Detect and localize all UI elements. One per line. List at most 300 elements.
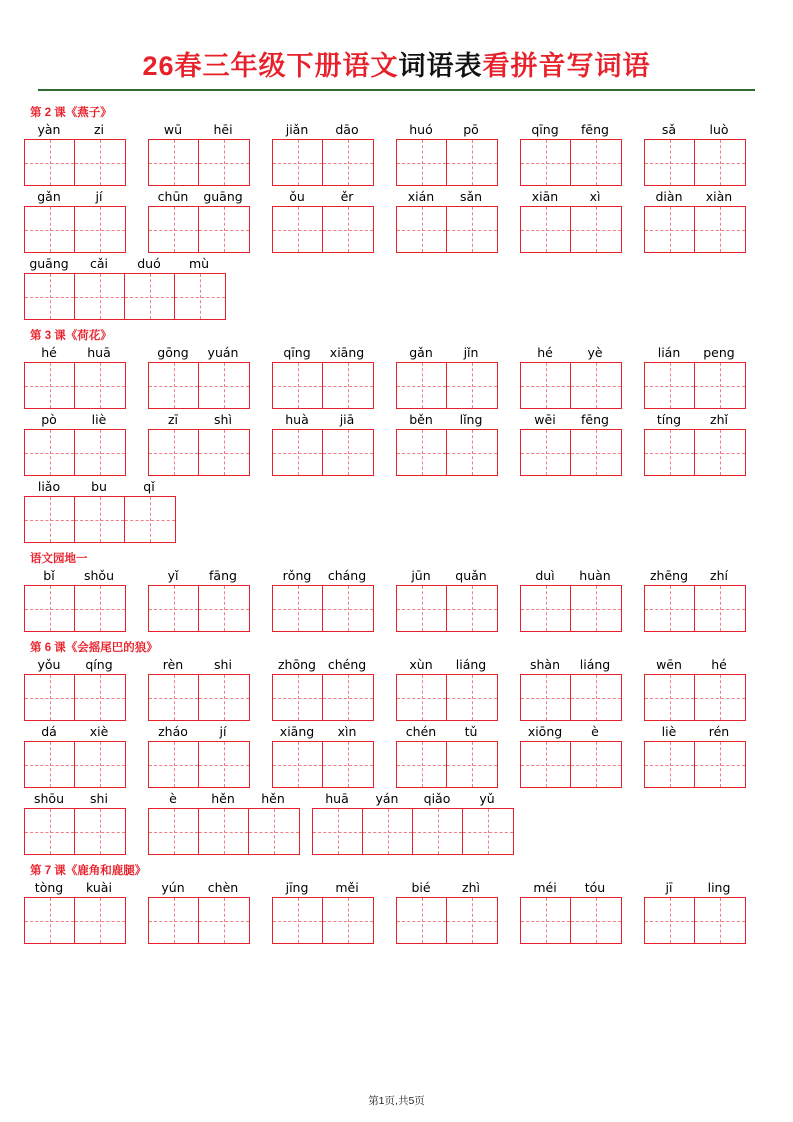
writing-grid[interactable] xyxy=(644,674,746,721)
writing-cell[interactable] xyxy=(149,430,199,475)
word-entry xyxy=(396,568,496,632)
pinyin-label xyxy=(148,880,248,897)
writing-cell[interactable] xyxy=(149,742,199,787)
writing-cell[interactable] xyxy=(149,207,199,252)
pinyin-syllable: zháo xyxy=(158,724,188,739)
writing-cell[interactable] xyxy=(397,207,447,252)
pinyin-label xyxy=(520,724,620,741)
pinyin-label xyxy=(644,657,744,674)
pinyin-syllable: sǎn xyxy=(459,189,483,204)
writing-cell[interactable] xyxy=(149,675,199,720)
writing-grid[interactable] xyxy=(272,429,374,476)
pinyin-syllable: xián xyxy=(407,189,435,204)
pinyin-syllable: quǎn xyxy=(455,568,487,583)
writing-cell[interactable] xyxy=(571,742,621,787)
writing-cell[interactable] xyxy=(645,898,695,943)
pinyin-syllable: chéng xyxy=(327,657,367,672)
writing-cell[interactable] xyxy=(521,430,571,475)
pinyin-syllable: bié xyxy=(411,880,431,895)
writing-cell[interactable] xyxy=(25,430,75,475)
writing-grid[interactable] xyxy=(24,206,126,253)
pinyin-syllable: pò xyxy=(41,412,57,427)
writing-cell[interactable] xyxy=(25,497,75,542)
writing-cell[interactable] xyxy=(521,898,571,943)
pinyin-syllable: duì xyxy=(535,568,555,583)
writing-cell[interactable] xyxy=(273,898,323,943)
writing-grid[interactable] xyxy=(24,585,126,632)
writing-cell[interactable] xyxy=(273,140,323,185)
writing-cell[interactable] xyxy=(25,675,75,720)
word-entry xyxy=(24,412,124,476)
writing-cell[interactable] xyxy=(397,140,447,185)
pinyin-syllable: tǔ xyxy=(464,724,478,739)
writing-cell[interactable] xyxy=(75,363,125,408)
writing-cell[interactable] xyxy=(25,274,75,319)
writing-grid[interactable] xyxy=(644,362,746,409)
pinyin-syllable: zhí xyxy=(710,568,728,583)
writing-cell[interactable] xyxy=(199,430,249,475)
word-entry xyxy=(24,880,124,944)
pinyin-syllable: xiàn xyxy=(705,189,733,204)
writing-grid[interactable] xyxy=(272,139,374,186)
writing-cell[interactable] xyxy=(323,586,373,631)
writing-grid[interactable] xyxy=(148,897,250,944)
pinyin-syllable: jiǎn xyxy=(285,122,309,137)
writing-cell[interactable] xyxy=(199,675,249,720)
pinyin-syllable: ěr xyxy=(340,189,354,204)
writing-cell[interactable] xyxy=(571,207,621,252)
word-entry xyxy=(272,412,372,476)
writing-grid[interactable] xyxy=(644,206,746,253)
pinyin-syllable: fēng xyxy=(581,412,609,427)
writing-grid[interactable] xyxy=(148,362,250,409)
pinyin-label xyxy=(396,122,496,139)
pinyin-syllable: lǐng xyxy=(459,412,483,427)
writing-cell[interactable] xyxy=(323,742,373,787)
pinyin-label xyxy=(24,345,124,362)
word-entry xyxy=(148,345,248,409)
writing-cell[interactable] xyxy=(313,809,363,854)
writing-cell[interactable] xyxy=(695,586,745,631)
word-row xyxy=(24,568,769,632)
pinyin-syllable: jiā xyxy=(339,412,355,427)
writing-cell[interactable] xyxy=(199,586,249,631)
word-entry xyxy=(148,122,248,186)
word-entry xyxy=(644,345,744,409)
writing-grid[interactable] xyxy=(520,741,622,788)
writing-cell[interactable] xyxy=(25,140,75,185)
pinyin-label xyxy=(644,880,744,897)
worksheet-content xyxy=(24,104,769,944)
writing-cell[interactable] xyxy=(199,742,249,787)
page-title-part1: 26春三年级下册语文 xyxy=(142,51,399,81)
title-divider xyxy=(38,89,755,91)
pinyin-syllable: luò xyxy=(709,122,729,137)
writing-cell[interactable] xyxy=(323,430,373,475)
pinyin-syllable: jí xyxy=(219,724,227,739)
writing-cell[interactable] xyxy=(521,742,571,787)
pinyin-label xyxy=(24,256,224,273)
writing-cell[interactable] xyxy=(571,586,621,631)
writing-cell[interactable] xyxy=(149,898,199,943)
writing-grid[interactable] xyxy=(272,741,374,788)
pinyin-syllable: hěn xyxy=(261,791,285,806)
pinyin-label xyxy=(24,412,124,429)
pinyin-syllable: yǔ xyxy=(479,791,495,806)
word-entry xyxy=(148,412,248,476)
writing-grid[interactable] xyxy=(396,429,498,476)
pinyin-syllable: ǒu xyxy=(289,189,305,204)
writing-grid[interactable] xyxy=(520,429,622,476)
writing-cell[interactable] xyxy=(125,274,175,319)
page-footer: 第1页,共5页 xyxy=(368,1095,425,1107)
writing-cell[interactable] xyxy=(25,586,75,631)
pinyin-syllable: běn xyxy=(409,412,433,427)
pinyin-syllable: shàn xyxy=(529,657,561,672)
writing-cell[interactable] xyxy=(25,363,75,408)
writing-grid[interactable] xyxy=(24,897,126,944)
pinyin-label xyxy=(272,657,372,674)
pinyin-label xyxy=(396,189,496,206)
writing-grid[interactable] xyxy=(24,674,126,721)
writing-grid[interactable] xyxy=(272,362,374,409)
writing-grid[interactable] xyxy=(396,139,498,186)
pinyin-syllable: qǐ xyxy=(143,479,155,494)
writing-cell[interactable] xyxy=(695,898,745,943)
word-entry xyxy=(148,791,298,855)
pinyin-syllable: guāng xyxy=(203,189,243,204)
writing-grid[interactable] xyxy=(644,139,746,186)
writing-grid[interactable] xyxy=(148,429,250,476)
word-entry xyxy=(396,657,496,721)
word-entry xyxy=(644,880,744,944)
writing-cell[interactable] xyxy=(645,586,695,631)
pinyin-syllable: ling xyxy=(707,880,731,895)
writing-cell[interactable] xyxy=(447,363,497,408)
writing-grid[interactable] xyxy=(24,496,176,543)
writing-cell[interactable] xyxy=(75,586,125,631)
writing-cell[interactable] xyxy=(323,675,373,720)
pinyin-syllable: huàn xyxy=(579,568,611,583)
writing-cell[interactable] xyxy=(75,497,125,542)
pinyin-label xyxy=(148,568,248,585)
pinyin-syllable: chén xyxy=(405,724,437,739)
writing-grid[interactable] xyxy=(644,429,746,476)
writing-cell[interactable] xyxy=(273,675,323,720)
writing-cell[interactable] xyxy=(273,430,323,475)
word-entry xyxy=(272,568,372,632)
page-title xyxy=(142,44,650,83)
writing-cell[interactable] xyxy=(571,363,621,408)
writing-grid[interactable] xyxy=(396,897,498,944)
writing-grid[interactable] xyxy=(644,897,746,944)
pinyin-syllable: hēi xyxy=(213,122,233,137)
writing-cell[interactable] xyxy=(75,809,125,854)
writing-cell[interactable] xyxy=(75,742,125,787)
word-row xyxy=(24,345,769,409)
pinyin-syllable: shì xyxy=(214,412,232,427)
writing-grid[interactable] xyxy=(644,585,746,632)
pinyin-label xyxy=(148,189,248,206)
writing-grid[interactable] xyxy=(272,585,374,632)
pinyin-syllable: měi xyxy=(335,880,359,895)
writing-cell[interactable] xyxy=(645,675,695,720)
word-entry xyxy=(644,724,744,788)
writing-cell[interactable] xyxy=(199,809,249,854)
writing-cell[interactable] xyxy=(447,586,497,631)
writing-cell[interactable] xyxy=(25,809,75,854)
writing-cell[interactable] xyxy=(199,207,249,252)
writing-cell[interactable] xyxy=(323,207,373,252)
word-entry xyxy=(520,657,620,721)
writing-grid[interactable] xyxy=(396,741,498,788)
writing-cell[interactable] xyxy=(571,140,621,185)
pinyin-syllable: rǒng xyxy=(282,568,312,583)
word-entry xyxy=(312,791,512,855)
writing-cell[interactable] xyxy=(397,586,447,631)
writing-cell[interactable] xyxy=(199,898,249,943)
writing-cell[interactable] xyxy=(363,809,413,854)
pinyin-syllable: xì xyxy=(589,189,601,204)
pinyin-label xyxy=(644,189,744,206)
writing-cell[interactable] xyxy=(695,675,745,720)
writing-cell[interactable] xyxy=(397,430,447,475)
pinyin-syllable: liè xyxy=(91,412,107,427)
pinyin-label xyxy=(520,345,620,362)
writing-cell[interactable] xyxy=(463,809,513,854)
writing-cell[interactable] xyxy=(125,497,175,542)
writing-cell[interactable] xyxy=(175,274,225,319)
pinyin-syllable: qíng xyxy=(85,657,113,672)
writing-cell[interactable] xyxy=(75,207,125,252)
writing-grid[interactable] xyxy=(272,674,374,721)
pinyin-syllable: wēi xyxy=(534,412,556,427)
writing-cell[interactable] xyxy=(521,207,571,252)
writing-cell[interactable] xyxy=(645,430,695,475)
writing-cell[interactable] xyxy=(695,363,745,408)
pinyin-syllable: chūn xyxy=(157,189,189,204)
writing-grid[interactable] xyxy=(396,206,498,253)
word-entry xyxy=(644,189,744,253)
writing-cell[interactable] xyxy=(397,363,447,408)
pinyin-syllable: rèn xyxy=(162,657,184,672)
pinyin-syllable: xiāng xyxy=(329,345,365,360)
pinyin-label xyxy=(272,724,372,741)
pinyin-syllable: huó xyxy=(409,122,433,137)
writing-grid[interactable] xyxy=(520,206,622,253)
writing-grid[interactable] xyxy=(520,674,622,721)
writing-cell[interactable] xyxy=(149,586,199,631)
writing-cell[interactable] xyxy=(571,430,621,475)
writing-cell[interactable] xyxy=(273,586,323,631)
writing-grid[interactable] xyxy=(520,897,622,944)
pinyin-label xyxy=(520,412,620,429)
writing-cell[interactable] xyxy=(75,675,125,720)
writing-cell[interactable] xyxy=(273,742,323,787)
writing-cell[interactable] xyxy=(695,207,745,252)
writing-cell[interactable] xyxy=(695,742,745,787)
word-entry xyxy=(396,412,496,476)
writing-cell[interactable] xyxy=(447,430,497,475)
pinyin-label xyxy=(644,345,744,362)
writing-grid[interactable] xyxy=(24,273,226,320)
writing-grid[interactable] xyxy=(24,429,126,476)
pinyin-syllable: zi xyxy=(93,122,105,137)
pinyin-label xyxy=(520,880,620,897)
writing-cell[interactable] xyxy=(75,430,125,475)
writing-cell[interactable] xyxy=(25,898,75,943)
pinyin-syllable: xiōng xyxy=(527,724,563,739)
pinyin-syllable: shi xyxy=(90,791,108,806)
writing-grid[interactable] xyxy=(148,808,300,855)
writing-cell[interactable] xyxy=(645,742,695,787)
writing-cell[interactable] xyxy=(521,363,571,408)
word-entry xyxy=(148,568,248,632)
pinyin-label xyxy=(396,345,496,362)
writing-cell[interactable] xyxy=(397,675,447,720)
writing-cell[interactable] xyxy=(521,586,571,631)
pinyin-syllable: liè xyxy=(661,724,677,739)
word-row xyxy=(24,880,769,944)
word-entry xyxy=(24,256,224,320)
pinyin-syllable: zhǐ xyxy=(710,412,728,427)
writing-grid[interactable] xyxy=(520,585,622,632)
writing-cell[interactable] xyxy=(397,898,447,943)
writing-cell[interactable] xyxy=(323,898,373,943)
writing-cell[interactable] xyxy=(447,140,497,185)
writing-grid[interactable] xyxy=(520,362,622,409)
pinyin-syllable: yǒu xyxy=(37,657,61,672)
writing-grid[interactable] xyxy=(148,139,250,186)
pinyin-label xyxy=(272,345,372,362)
writing-cell[interactable] xyxy=(149,363,199,408)
writing-grid[interactable] xyxy=(24,362,126,409)
writing-cell[interactable] xyxy=(149,809,199,854)
writing-cell[interactable] xyxy=(25,207,75,252)
pinyin-label xyxy=(644,724,744,741)
writing-cell[interactable] xyxy=(521,140,571,185)
writing-grid[interactable] xyxy=(24,139,126,186)
writing-cell[interactable] xyxy=(323,363,373,408)
pinyin-syllable: tóu xyxy=(584,880,606,895)
writing-cell[interactable] xyxy=(249,809,299,854)
pinyin-syllable: yán xyxy=(375,791,399,806)
writing-cell[interactable] xyxy=(199,140,249,185)
writing-cell[interactable] xyxy=(447,898,497,943)
word-row xyxy=(24,256,769,320)
writing-cell[interactable] xyxy=(75,274,125,319)
writing-cell[interactable] xyxy=(273,363,323,408)
writing-cell[interactable] xyxy=(571,675,621,720)
writing-cell[interactable] xyxy=(645,363,695,408)
word-row xyxy=(24,479,769,543)
writing-grid[interactable] xyxy=(148,206,250,253)
word-entry xyxy=(24,568,124,632)
pinyin-label xyxy=(272,568,372,585)
writing-grid[interactable] xyxy=(396,362,498,409)
writing-cell[interactable] xyxy=(75,140,125,185)
writing-cell[interactable] xyxy=(645,207,695,252)
pinyin-label xyxy=(272,122,372,139)
pinyin-syllable: huā xyxy=(87,345,111,360)
writing-cell[interactable] xyxy=(199,363,249,408)
writing-cell[interactable] xyxy=(149,140,199,185)
writing-grid[interactable] xyxy=(644,741,746,788)
writing-cell[interactable] xyxy=(75,898,125,943)
writing-cell[interactable] xyxy=(447,742,497,787)
word-entry xyxy=(520,880,620,944)
writing-grid[interactable] xyxy=(148,674,250,721)
pinyin-label xyxy=(312,791,512,808)
pinyin-syllable: shǒu xyxy=(83,568,114,583)
pinyin-syllable: è xyxy=(591,724,599,739)
writing-cell[interactable] xyxy=(397,742,447,787)
writing-grid[interactable] xyxy=(272,897,374,944)
word-entry xyxy=(520,568,620,632)
word-entry xyxy=(24,345,124,409)
pinyin-label xyxy=(148,657,248,674)
writing-cell[interactable] xyxy=(447,207,497,252)
word-entry xyxy=(272,880,372,944)
writing-grid[interactable] xyxy=(520,139,622,186)
writing-cell[interactable] xyxy=(447,675,497,720)
word-entry xyxy=(148,657,248,721)
writing-grid[interactable] xyxy=(24,741,126,788)
writing-grid[interactable] xyxy=(396,674,498,721)
pinyin-syllable: zī xyxy=(167,412,179,427)
writing-cell[interactable] xyxy=(695,430,745,475)
pinyin-syllable: bǐ xyxy=(43,568,55,583)
pinyin-syllable: duó xyxy=(137,256,161,271)
word-entry xyxy=(520,724,620,788)
writing-cell[interactable] xyxy=(695,140,745,185)
writing-grid[interactable] xyxy=(24,808,126,855)
writing-grid[interactable] xyxy=(148,741,250,788)
pinyin-label xyxy=(24,122,124,139)
writing-cell[interactable] xyxy=(273,207,323,252)
section-heading: 第 3 课《荷花》 xyxy=(30,330,112,342)
writing-cell[interactable] xyxy=(25,742,75,787)
pinyin-label xyxy=(520,568,620,585)
word-entry xyxy=(24,791,124,855)
word-entry xyxy=(396,880,496,944)
pinyin-label xyxy=(396,412,496,429)
word-entry xyxy=(272,657,372,721)
writing-grid[interactable] xyxy=(272,206,374,253)
pinyin-label xyxy=(396,657,496,674)
writing-grid[interactable] xyxy=(396,585,498,632)
section-heading: 第 2 课《燕子》 xyxy=(30,107,112,119)
writing-cell[interactable] xyxy=(571,898,621,943)
pinyin-syllable: chèn xyxy=(207,880,239,895)
word-entry xyxy=(644,412,744,476)
pinyin-label xyxy=(644,568,744,585)
pinyin-syllable: peng xyxy=(703,345,735,360)
pinyin-syllable: mù xyxy=(188,256,210,271)
pinyin-syllable: gǎn xyxy=(409,345,433,360)
writing-grid[interactable] xyxy=(148,585,250,632)
pinyin-label xyxy=(520,122,620,139)
writing-cell[interactable] xyxy=(521,675,571,720)
writing-cell[interactable] xyxy=(323,140,373,185)
word-entry xyxy=(520,412,620,476)
writing-grid[interactable] xyxy=(312,808,514,855)
writing-cell[interactable] xyxy=(413,809,463,854)
pinyin-syllable: yàn xyxy=(37,122,61,137)
pinyin-label xyxy=(520,657,620,674)
pinyin-syllable: jí xyxy=(95,189,103,204)
writing-cell[interactable] xyxy=(645,140,695,185)
